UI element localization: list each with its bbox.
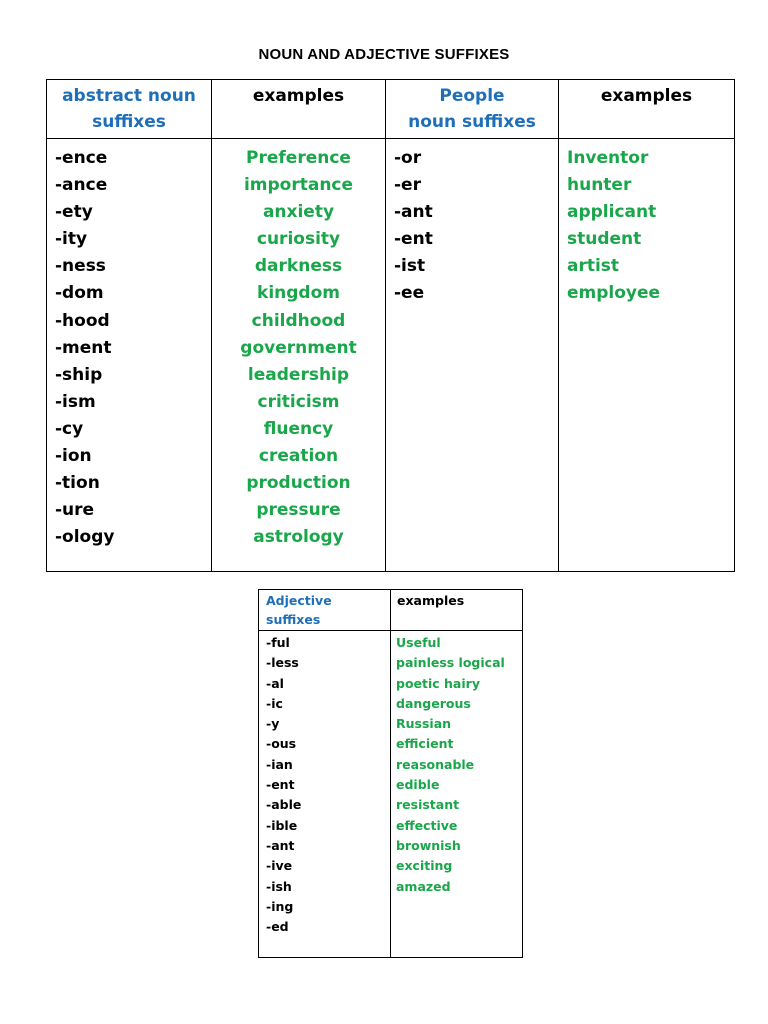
adjective-suffix: -ish — [266, 878, 292, 894]
abstract-suffix: -ety — [55, 202, 93, 223]
adjective-example: amazed — [396, 878, 451, 894]
adjective-suffix-table — [258, 589, 523, 958]
adjective-example: efficient — [396, 736, 454, 752]
abstract-suffix-cell — [47, 139, 212, 572]
adjective-suffix: -ing — [266, 898, 294, 914]
abstract-example: creation — [258, 446, 339, 467]
abstract-example: leadership — [247, 364, 350, 385]
abstract-suffix: -ance — [55, 175, 108, 196]
adjective-examples-cell — [391, 631, 523, 958]
people-suffix: -or — [394, 148, 422, 168]
page-title: NOUN AND ADJECTIVE SUFFIXES — [258, 46, 510, 63]
adjective-header-line1: Adjective — [266, 593, 332, 608]
noun-table-body-row — [47, 139, 735, 572]
abstract-example: production — [246, 473, 351, 494]
people-suffix-cell — [386, 139, 559, 572]
adjective-suffix: -ent — [266, 777, 295, 793]
abstract-noun-header-line1: abstract noun — [62, 86, 196, 106]
abstract-example: astrology — [253, 527, 344, 548]
adjective-suffix: -ive — [266, 858, 293, 874]
adjective-suffix: -y — [266, 716, 280, 732]
abstract-examples-cell — [212, 139, 386, 572]
people-example: employee — [567, 283, 661, 304]
people-suffix: -er — [394, 175, 421, 196]
adjective-suffix: -ful — [266, 635, 290, 650]
people-examples-header-text: examples — [600, 86, 693, 106]
people-examples-header — [559, 80, 735, 139]
abstract-example: childhood — [251, 310, 346, 331]
abstract-example: fluency — [263, 418, 334, 439]
adjective-example: effective — [396, 817, 458, 833]
adjective-example: exciting — [396, 858, 453, 874]
people-example: hunter — [567, 175, 632, 196]
adjective-suffix: -able — [266, 797, 302, 813]
abstract-noun-header — [47, 80, 212, 139]
adjective-suffix: -less — [266, 655, 299, 671]
abstract-example: pressure — [256, 500, 341, 521]
abstract-suffix: -ure — [55, 500, 95, 521]
people-example: artist — [567, 256, 620, 277]
people-noun-header — [386, 80, 559, 139]
people-suffix-list — [386, 139, 558, 308]
abstract-example: Preference — [246, 148, 351, 168]
adjective-example: Useful — [396, 635, 441, 650]
adjective-suffix-list — [259, 631, 390, 937]
abstract-suffix: -ism — [55, 391, 96, 412]
abstract-example: anxiety — [262, 202, 335, 223]
people-noun-header-line2: noun suffixes — [408, 112, 536, 132]
abstract-suffix: -ness — [55, 256, 106, 277]
abstract-suffix: -ology — [55, 527, 115, 548]
people-suffix: -ist — [394, 256, 426, 277]
abstract-suffix: -ion — [55, 446, 92, 467]
people-suffix: -ent — [394, 229, 433, 250]
adjective-example: reasonable — [396, 756, 475, 772]
abstract-example: importance — [243, 175, 354, 196]
abstract-examples-header — [212, 80, 386, 139]
people-example: applicant — [567, 202, 657, 223]
abstract-suffix: -cy — [55, 418, 84, 439]
abstract-suffix-list — [47, 139, 211, 551]
people-examples-cell — [559, 139, 735, 572]
people-example: Inventor — [567, 148, 649, 168]
adjective-suffix: -ible — [266, 817, 298, 833]
abstract-suffix: -hood — [55, 310, 110, 331]
abstract-example: government — [240, 337, 357, 358]
abstract-examples-list — [212, 139, 385, 551]
noun-suffix-table — [46, 79, 735, 572]
adjective-header-line2: suffixes — [266, 612, 321, 627]
adjective-example: dangerous — [396, 695, 471, 711]
adjective-table-header-row — [259, 590, 523, 631]
abstract-example: darkness — [254, 256, 343, 277]
adjective-suffix: -ian — [266, 756, 293, 772]
adjective-example: brownish — [396, 837, 461, 853]
adjective-example: Russian — [396, 716, 452, 732]
people-examples-list — [559, 139, 734, 308]
people-example: student — [567, 229, 642, 250]
noun-table-header-row — [47, 80, 735, 139]
abstract-suffix: -ence — [55, 148, 108, 168]
adjective-suffix: -ant — [266, 837, 295, 853]
adjective-suffix: -ic — [266, 695, 283, 711]
abstract-suffix: -ship — [55, 364, 103, 385]
abstract-example: kingdom — [257, 283, 340, 304]
abstract-suffix: -tion — [55, 473, 100, 494]
adjective-suffix: -ed — [266, 919, 289, 935]
abstract-suffix: -ity — [55, 229, 88, 250]
adjective-examples-header-text: examples — [397, 593, 465, 608]
adjective-example: painless logical — [396, 655, 505, 671]
people-suffix: -ee — [394, 283, 425, 304]
people-suffix: -ant — [394, 202, 433, 223]
abstract-suffix: -dom — [55, 283, 104, 304]
abstract-noun-header-line2: suffixes — [92, 112, 166, 132]
abstract-example: criticism — [257, 391, 340, 412]
abstract-example: curiosity — [256, 229, 341, 250]
abstract-suffix: -ment — [55, 337, 112, 358]
abstract-examples-header-text: examples — [252, 86, 345, 106]
adjective-suffix-cell — [259, 631, 391, 958]
adjective-suffix: -ous — [266, 736, 297, 752]
adjective-table-body-row — [259, 631, 523, 958]
adjective-example: resistant — [396, 797, 460, 813]
adjective-suffix: -al — [266, 675, 284, 691]
adjective-examples-header — [391, 590, 523, 631]
adjective-suffix-header — [259, 590, 391, 631]
people-noun-header-line1: People — [439, 86, 505, 106]
adjective-example: edible — [396, 777, 440, 793]
adjective-examples-list — [391, 631, 522, 897]
adjective-example: poetic hairy — [396, 675, 480, 691]
